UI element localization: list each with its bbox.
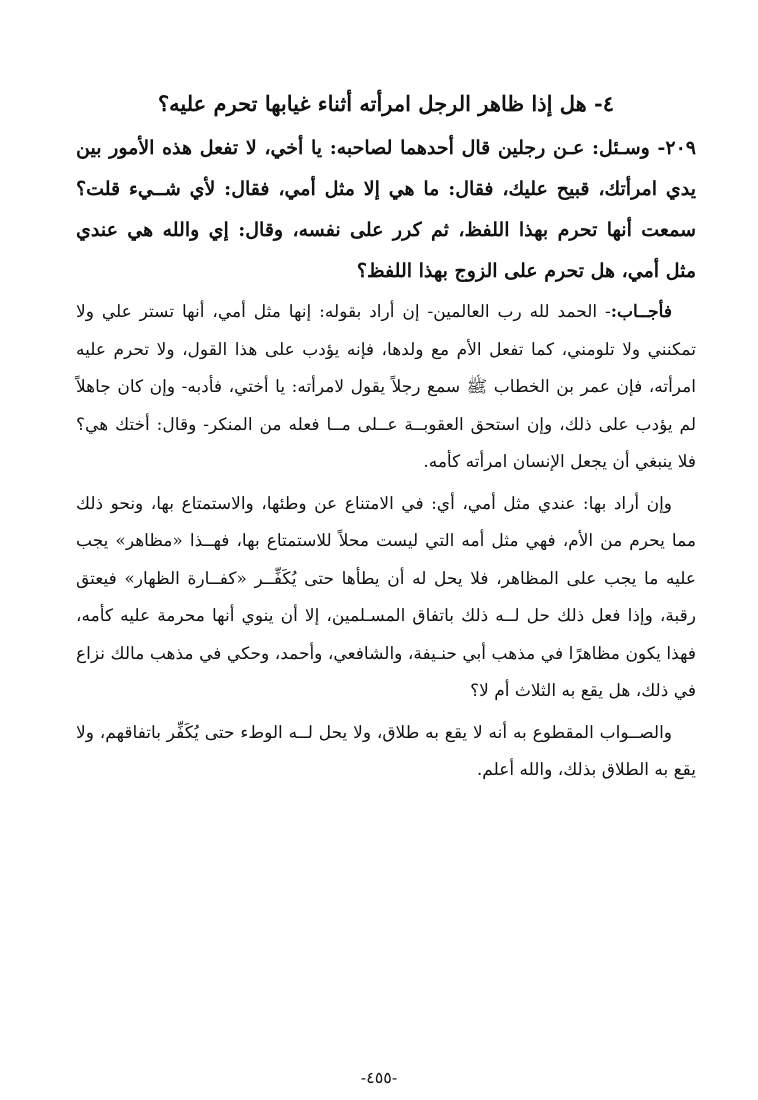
paragraph-second: وإن أراد بها: عندي مثل أمي، أي: في الامتناع عن وطئها، والاستمتاع بها، ونحو ذلك مما يحرم من الأم، فهي مثل أمه التي ليست محلاً للاستمتاع بها، فهــذا «مظاهر» يجب عليه ما يجب على المظاهر، فلا يحل له أن يطأها حتى يُكَفِّــر «كفــارة الظهار» فيعتق رقبة، وإذا فعل ذلك حل لــه ذلك باتفاق المسـلمين، إلا أن ينوي أنها محرمة عليه كأمه، فهذا يكون مظاهرًا في مذهب أبي حنـيفة، والشافعي، وأحمد، وحكي في مذهب مالك نزاع في ذلك، هل يقع به الثلاث أم لا؟ xyxy=(76,493,696,701)
page-body xyxy=(76,86,696,794)
question-number: ٢٠٩- xyxy=(657,137,696,159)
answer-paragraph xyxy=(76,294,696,482)
question-text: وسـئل: عـن رجلين قال أحدهما لصاحبه: يا أخي، لا تفعل هذه الأمور بين يدي امرأتك، قبيح عليك، فقال: ما هي إلا مثل أمي، فقال: لأي شــيء قلت؟ سمعت أنها تحرم بهذا اللفظ، ثم كرر على نفسه، وقال: إي والله هي عندي مثل أمي، هل تحرم على الزوج بهذا اللفظ؟ xyxy=(76,137,696,282)
question-paragraph xyxy=(76,128,696,292)
page-number: -٤٥٥- xyxy=(360,1068,398,1087)
answer-lead: فأجــاب: xyxy=(610,302,672,322)
paragraph-third: والصــواب المقطوع به أنه لا يقع به طلاق، ولا يحل لــه الوطء حتى يُكَفِّر باتفاقهم، ولا يقع به الطلاق بذلك، والله أعلم. xyxy=(76,722,696,780)
answer-text: - الحمد لله رب العالمين- إن أراد بقوله: إنها مثل أمي، أنها تستر علي ولا تمكنني ولا تلومني، كما تفعل الأم مع ولدها، فإنه يؤدب على هذا القول، ولا تحرم عليه امرأته، فإن عمر بن الخطاب ﷺ سمع رجلاً يقول لامرأته: يا أختي، فأدبه- وإن كان جاهلاً لم يؤدب على ذلك، وإن استحق العقوبــة عــلى مــا فعله من المنكر- وقال: أختك هي؟ فلا ينبغي أن يجعل الإنسان امرأته كأمه. xyxy=(76,302,696,472)
section-heading: ٤- هل إذا ظاهر الرجل امرأته أثناء غيابها تحرم عليه؟ xyxy=(157,91,615,116)
